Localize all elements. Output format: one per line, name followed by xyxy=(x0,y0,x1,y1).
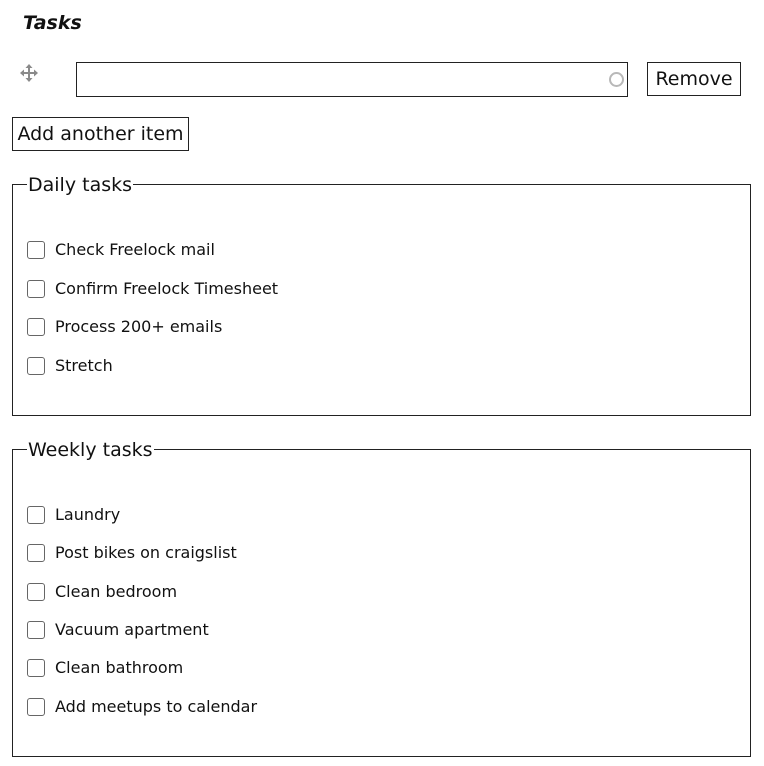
task-item[interactable] xyxy=(27,542,237,564)
task-label: Confirm Freelock Timesheet xyxy=(55,279,279,298)
weekly-tasks-legend: Weekly tasks xyxy=(28,439,153,461)
task-checkbox[interactable] xyxy=(27,506,45,524)
task-item[interactable] xyxy=(27,581,177,603)
task-item[interactable] xyxy=(27,657,183,679)
task-label: Post bikes on craigslist xyxy=(55,543,237,562)
daily-tasks-legend: Daily tasks xyxy=(28,174,133,196)
task-label: Stretch xyxy=(55,356,113,375)
move-arrows-icon[interactable] xyxy=(19,63,39,83)
throbber-icon xyxy=(609,72,624,87)
daily-tasks-fieldset xyxy=(12,174,751,416)
task-label: Process 200+ emails xyxy=(55,317,223,336)
task-label: Add meetups to calendar xyxy=(55,697,258,716)
task-checkbox[interactable] xyxy=(27,659,45,677)
task-label: Laundry xyxy=(55,505,121,524)
weekly-tasks-fieldset xyxy=(12,439,751,757)
task-checkbox[interactable] xyxy=(27,241,45,259)
task-checkbox[interactable] xyxy=(27,318,45,336)
task-checkbox[interactable] xyxy=(27,698,45,716)
add-another-item-button[interactable]: Add another item xyxy=(12,117,189,151)
task-checkbox[interactable] xyxy=(27,357,45,375)
task-label: Check Freelock mail xyxy=(55,240,215,259)
task-label: Vacuum apartment xyxy=(55,620,209,639)
task-item[interactable] xyxy=(27,696,257,718)
page-title: Tasks xyxy=(23,12,82,34)
task-input[interactable] xyxy=(76,62,628,97)
task-item[interactable] xyxy=(27,239,215,261)
task-checkbox[interactable] xyxy=(27,621,45,639)
task-item[interactable] xyxy=(27,316,222,338)
task-item[interactable] xyxy=(27,355,113,377)
task-item[interactable] xyxy=(27,278,278,300)
task-checkbox[interactable] xyxy=(27,280,45,298)
task-checkbox[interactable] xyxy=(27,544,45,562)
task-item[interactable] xyxy=(27,504,120,526)
new-task-field xyxy=(76,62,628,97)
task-label: Clean bedroom xyxy=(55,582,178,601)
task-item[interactable] xyxy=(27,619,209,641)
remove-button[interactable]: Remove xyxy=(647,62,741,96)
task-checkbox[interactable] xyxy=(27,583,45,601)
task-label: Clean bathroom xyxy=(55,658,184,677)
